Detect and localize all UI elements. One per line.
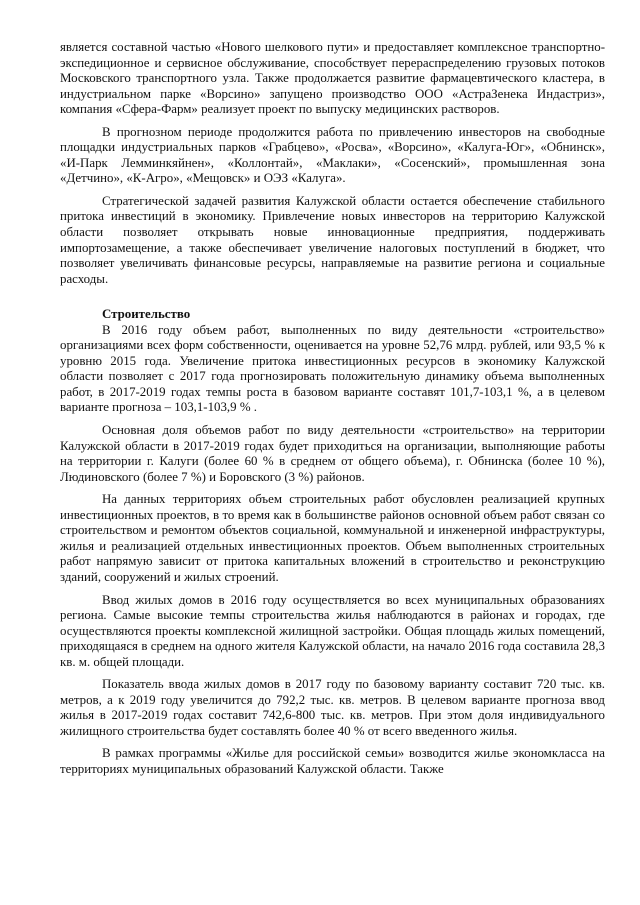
paragraph: Показатель ввода жилых домов в 2017 году по базовому варианту составит 720 тыс. кв. метров, а к 2019 году увеличится до 792,2 тыс. кв. метров. В целевом варианте прогноза ввод жилья в 2017-2019 годах составит 742,6-800 тыс. кв. метров. При этом доля индивидуального жилищного строительства будет составлять более 40 % от всего введенного жилья. — [60, 677, 605, 738]
paragraph: В рамках программы «Жилье для российской семьи» возводится жилье экономкласса на территориях муниципальных образований Калужской области. Также — [60, 746, 605, 776]
paragraph: Основная доля объемов работ по виду деятельности «строительство» на территории Калужской области в 2017-2019 годах будет приходиться на организации, выполняющие работы на территории г. Калуги (более 60 % в среднем от общего объема), г. Обнинска (более 10 %), Людиновского (более 7 %) и Боровского (3 %) районов. — [60, 423, 605, 484]
paragraph: Стратегической задачей развития Калужской области остается обеспечение стабильного притока инвестиций в экономику. Привлечение новых инвесторов на территорию Калужской области позволяет открывать новые инновационные предприятия, поддерживать импортозамещение, а также обеспечивает увеличение налоговых поступлений в бюджет, что позволяет увеличивать финансовые ресурсы, направляемые на развитие региона и социальные расходы. — [60, 193, 605, 286]
section-heading: Строительство — [102, 307, 191, 322]
paragraph: На данных территориях объем строительных работ обусловлен реализацией крупных инвестиционных проектов, в то время как в большинстве районов основной объем работ связан со строительством и ремонтом объектов социальной, коммунальной и инженерной инфраструктуры, жилья и реализацией отдельных инвестиционных проектов. Объем выполненных строительных работ напрямую зависит от притока капитальных вложений в строительство и реконструкцию зданий, сооружений и жилых строений. — [60, 492, 605, 584]
paragraph: В 2016 году объем работ, выполненных по виду деятельности «строительство» организациями всех форм собственности, оценивается на уровне 52,76 млрд. рублей, или 93,5 % к уровню 2015 года. Увеличение притока инвестиционных ресурсов в экономику Калужской области позволяет с 2017 года прогнозировать положительную динамику объема выполненных работ, в 2017-2019 годах темпы роста в базовом варианте составят 101,7-103,1 %, а в целевом варианте прогноза – 103,1-103,9 % . — [60, 322, 605, 415]
paragraph: В прогнозном периоде продолжится работа по привлечению инвесторов на свободные площадки индустриальных парков «Грабцево», «Росва», «Ворсино», «Калуга-Юг», «Обнинск», «И-Парк Лемминкяйнен», «Коллонтай», «Маклаки», «Сосенский», промышленная зона «Детчино», «К-Агро», «Мещовск» и ОЭЗ «Калуга». — [60, 124, 605, 186]
paragraph: Ввод жилых домов в 2016 году осуществляется во всех муниципальных образованиях региона. Самые высокие темпы строительства жилья наблюдаются в районах и городах, где осуществляются проекты комплексной жилищной застройки. Общая площадь жилых помещений, приходящаяся в среднем на одного жителя Калужской области, на начало 2016 года составила 28,3 кв. м. общей площади. — [60, 592, 605, 669]
paragraph: является составной частью «Нового шелкового пути» и предоставляет комплексное транспортно-экспедиционное и сервисное обслуживание, способствует перераспределению грузовых потоков Московского транспортного узла. Также продолжается развитие фармацевтического кластера, в индустриальном парке «Ворсино» запущено производство ООО «АстраЗенека Индастриз», компания «Сфера-Фарм» реализует проект по выпуску медицинских растворов. — [60, 40, 605, 117]
document-body — [60, 40, 605, 778]
